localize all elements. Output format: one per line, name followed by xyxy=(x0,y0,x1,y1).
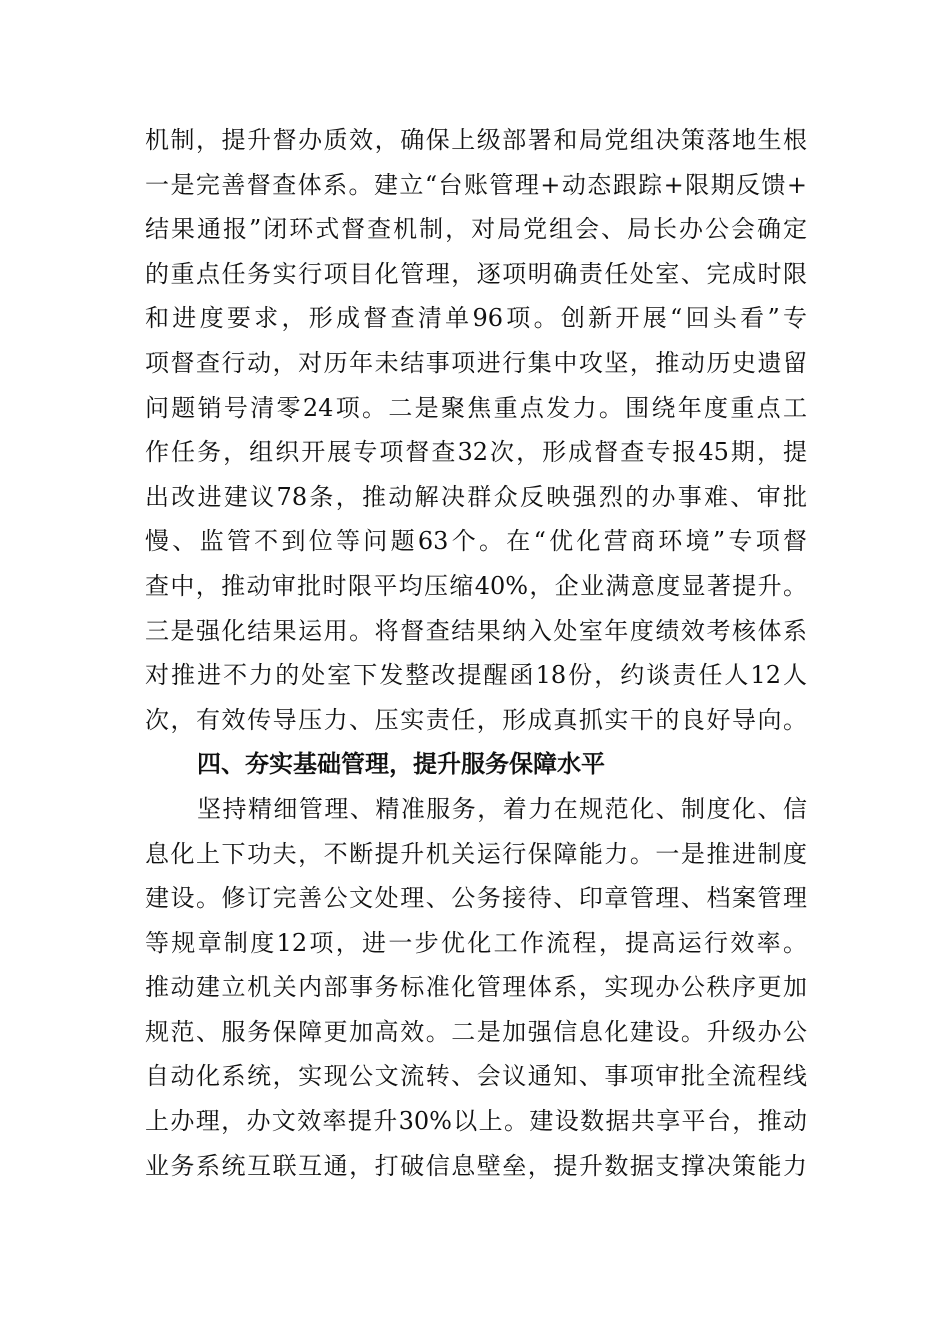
text-line: 机制，提升督办质效，确保上级部署和局党组决策落地生根 xyxy=(145,126,807,154)
section-heading: 四、夯实基础管理，提升服务保障水平 xyxy=(197,750,605,779)
text-line: 出改进建议78条，推动解决群众反映强烈的办事难、审批 xyxy=(145,482,807,511)
text-line: 三是强化结果运用。将督查结果纳入处室年度绩效考核体系 xyxy=(145,616,807,645)
text-line: 结果通报”闭环式督查机制，对局党组会、局长办公会确定 xyxy=(145,215,807,244)
text-line: 对推进不力的处室下发整改提醒函18份，约谈责任人12人 xyxy=(145,661,807,690)
text-line: 作任务，组织开展专项督查32次，形成督查专报45期，提 xyxy=(145,438,807,467)
text-line: 自动化系统，实现公文流转、会议通知、事项审批全流程线 xyxy=(145,1062,807,1091)
text-line: 慢、监管不到位等问题63个。在“优化营商环境”专项督 xyxy=(145,527,807,556)
text-line: 的重点任务实行项目化管理，逐项明确责任处室、完成时限 xyxy=(145,259,807,288)
text-line: 坚持精细管理、精准服务，着力在规范化、制度化、信 xyxy=(197,794,807,823)
text-line: 问题销号清零24项。二是聚焦重点发力。围绕年度重点工 xyxy=(145,393,807,422)
text-line: 业务系统互联互通，打破信息壁垒，提升数据支撑决策能力 xyxy=(145,1151,807,1180)
text-line: 项督查行动，对历年未结事项进行集中攻坚，推动历史遗留 xyxy=(145,348,807,377)
text-line: 推动建立机关内部事务标准化管理体系，实现办公秩序更加 xyxy=(145,973,807,1002)
text-line: 等规章制度12项，进一步优化工作流程，提高运行效率。 xyxy=(145,928,807,957)
text-line: 查中，推动审批时限平均压缩40%，企业满意度显著提升。 xyxy=(145,571,807,600)
text-line: 息化上下功夫，不断提升机关运行保障能力。一是推进制度 xyxy=(145,839,807,868)
paragraph-management xyxy=(145,787,807,1188)
paragraph-supervision xyxy=(145,118,807,742)
text-line: 一是完善督查体系。建立“台账管理+动态跟踪+限期反馈+ xyxy=(145,170,807,199)
text-line: 次，有效传导压力、压实责任，形成真抓实干的良好导向。 xyxy=(145,705,807,734)
text-line: 建设。修订完善公文处理、公务接待、印章管理、档案管理 xyxy=(145,884,807,913)
text-line: 上办理，办文效率提升30%以上。建设数据共享平台，推动 xyxy=(145,1107,807,1136)
document-page xyxy=(145,118,807,1188)
text-line: 规范、服务保障更加高效。二是加强信息化建设。升级办公 xyxy=(145,1017,807,1046)
text-line: 和进度要求，形成督查清单96项。创新开展“回头看”专 xyxy=(145,304,807,333)
